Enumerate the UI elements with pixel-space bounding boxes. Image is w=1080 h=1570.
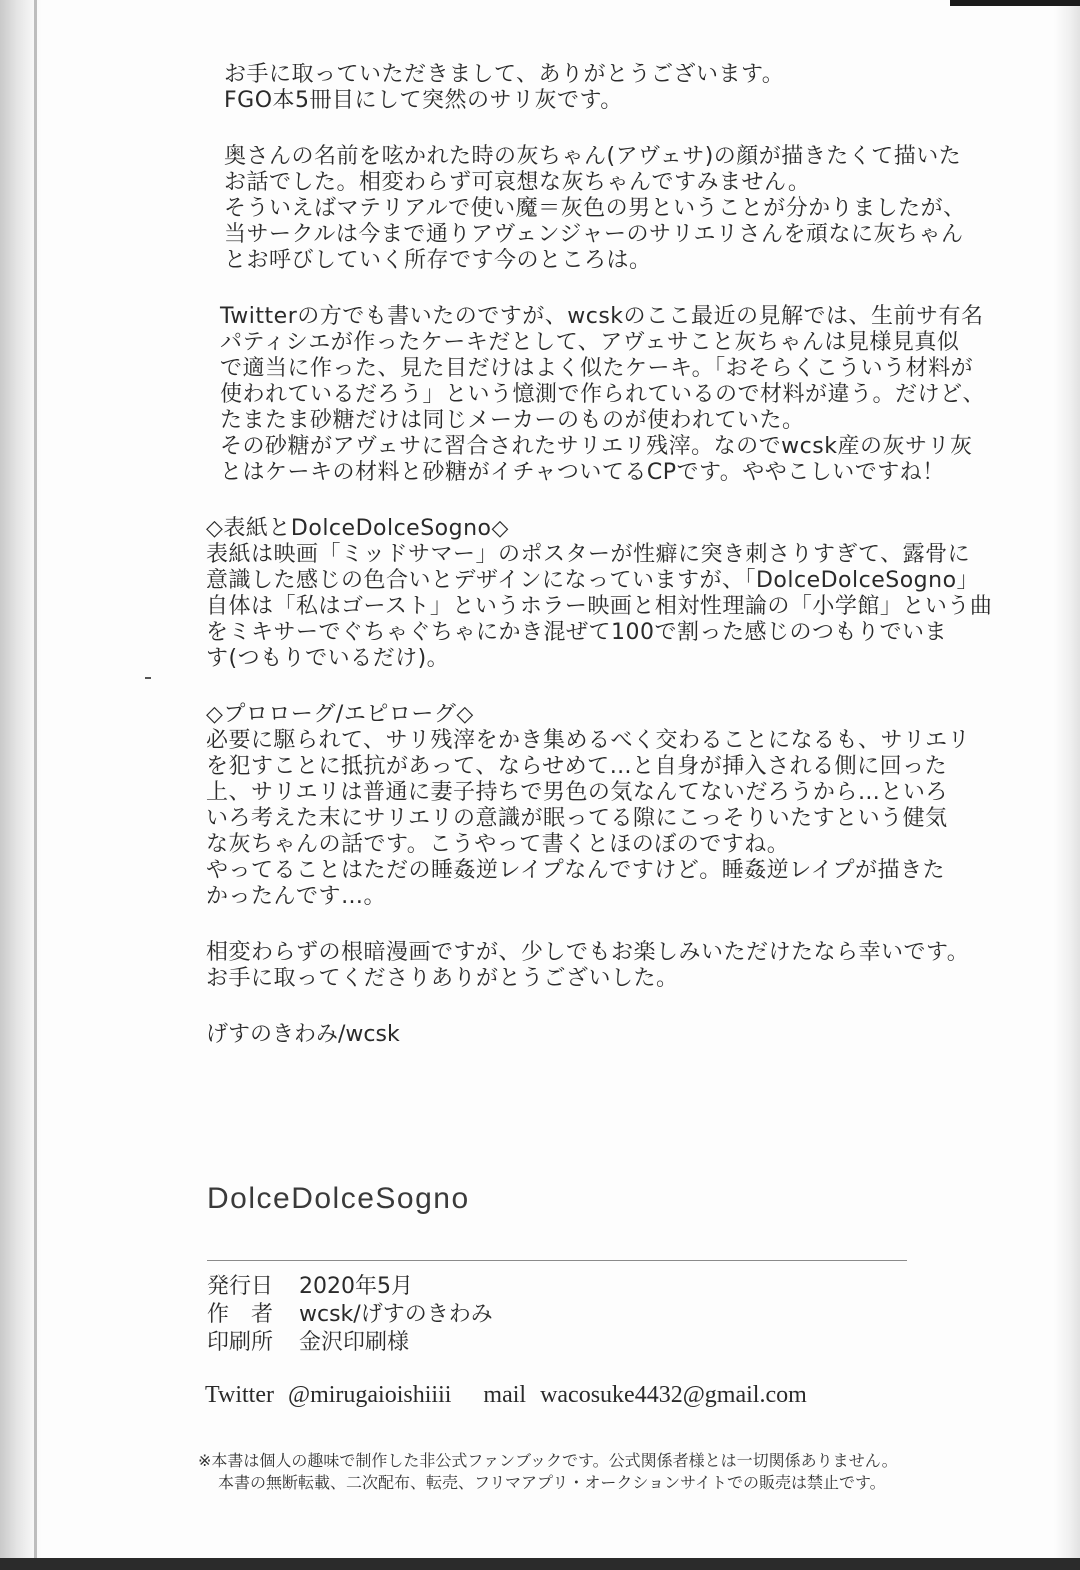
colophon-value: wcsk/げすのきわみ xyxy=(299,1302,493,1327)
page-edge xyxy=(1054,0,1080,1570)
text-line: たまたま砂糖だけは同じメーカーのものが使われていた。 xyxy=(220,408,805,433)
text-line: 当サークルは今まで通りアヴェンジャーのサリエリさんを頑なに灰ちゃん xyxy=(224,222,964,247)
colophon-row-printer xyxy=(207,1329,927,1357)
afterword-paragraph-1 xyxy=(206,62,1026,114)
afterword-paragraph-3 xyxy=(206,304,1026,486)
twitter-handle: @mirugaioishiiii xyxy=(287,1382,452,1408)
text-line: いろ考えた末にサリエリの意識が眠ってる隙にこっそりいたすという健気 xyxy=(206,806,948,831)
section-heading: ◇プロローグ/エピローグ◇ xyxy=(206,702,474,727)
text-line: 表紙は映画「ミッドサマー」のポスターが性癖に突き刺さりすぎて、露骨に xyxy=(206,542,971,567)
text-line: パティシエが作ったケーキだとして、アヴェサこと灰ちゃんは見様見真似 xyxy=(220,330,960,355)
colophon-label: 作 者 xyxy=(207,1302,274,1327)
colophon-label: 印刷所 xyxy=(207,1330,274,1355)
text-line: で適当に作った、見た目だけはよく似たケーキ。「おそらくこういう材料が xyxy=(220,356,974,381)
text-line: お話でした。相変わらず可哀想な灰ちゃんですみません。 xyxy=(224,170,811,195)
notice-line: 本書の無断転載、二次配布、転売、フリマアプリ・オークションサイトでの販売は禁止です。 xyxy=(218,1473,886,1492)
colophon-label: 発行日 xyxy=(207,1274,274,1299)
text-line: 自体は「私はゴースト」というホラー映画と相対性理論の「小学館」という曲 xyxy=(206,594,993,619)
text-line: 使われているだろう」という憶測で作られているので材料が違う。だけど、 xyxy=(220,382,986,407)
afterword-paragraph-5 xyxy=(206,702,1026,910)
text-line: 奥さんの名前を呟かれた時の灰ちゃん(アヴェサ)の顔が描きたくて描いた xyxy=(224,144,962,169)
colophon xyxy=(207,1182,927,1357)
section-heading: ◇表紙とDolceDolceSogno◇ xyxy=(206,516,509,541)
stray-mark xyxy=(145,677,151,679)
colophon-value: 2020年5月 xyxy=(299,1274,413,1299)
text-line: かったんです…。 xyxy=(206,884,387,909)
notice-line: ※本書は個人の趣味で制作した非公式ファンブックです。公式関係者様とは一切関係ありません。 xyxy=(198,1451,898,1470)
text-line: その砂糖がアヴェサに習合されたサリエリ残滓。なのでwcsk産の灰サリ灰 xyxy=(220,434,973,459)
text-line: 必要に駆られて、サリ残滓をかき集めるべく交わることになるも、サリエリ xyxy=(206,728,971,753)
mail-address: wacosuke4432@gmail.com xyxy=(540,1382,807,1408)
text-line: 意識した感じの色合いとデザインになっていますが、「DolceDolceSogno」 xyxy=(206,568,980,593)
text-line: やってることはただの睡姦逆レイプなんですけど。睡姦逆レイプが描きた xyxy=(206,858,945,883)
text-line: す(つもりでいるだけ)。 xyxy=(206,646,450,671)
mail-label: mail xyxy=(483,1382,527,1408)
twitter-label: Twitter xyxy=(205,1382,274,1408)
scan-corner-mark xyxy=(950,0,1080,6)
afterword xyxy=(206,62,1026,1048)
afterword-paragraph-2 xyxy=(206,144,1026,274)
scan-bottom-edge xyxy=(0,1558,1080,1570)
text-line: お手に取ってくださりありがとうございした。 xyxy=(206,966,679,991)
text-line: とお呼びしていく所存です今のところは。 xyxy=(224,248,652,273)
colophon-divider xyxy=(207,1260,907,1261)
spine-line xyxy=(34,0,37,1570)
text-line: そういえばマテリアルで使い魔＝灰色の男ということが分かりましたが、 xyxy=(224,196,966,221)
text-line: を犯すことに抵抗があって、ならせめて…と自身が挿入される側に回った xyxy=(206,754,948,779)
text-line: 上、サリエリは普通に妻子持ちで男色の気なんてないだろうから…といろ xyxy=(206,780,948,805)
colophon-row-author xyxy=(207,1301,927,1329)
afterword-paragraph-4 xyxy=(206,516,1026,672)
colophon-value: 金沢印刷様 xyxy=(299,1330,410,1355)
contact-info xyxy=(205,1382,807,1409)
text-line: な灰ちゃんの話です。こうやって書くとほのぼのですね。 xyxy=(206,832,790,857)
text-line: Twitterの方でも書いたのですが、wcskのここ最近の見解では、生前サ有名 xyxy=(220,304,984,329)
text-line: とはケーキの材料と砂糖がイチャついてるCPです。ややこしいですね！ xyxy=(220,460,945,485)
book-title: DolceDolceSogno xyxy=(207,1182,470,1215)
colophon-row-date xyxy=(207,1273,927,1301)
text-line: をミキサーでぐちゃぐちゃにかき混ぜて100で割った感じのつもりでいま xyxy=(206,620,947,645)
text-line: 相変わらずの根暗漫画ですが、少しでもお楽しみいただけたなら幸いです。 xyxy=(206,940,970,965)
afterword-paragraph-6 xyxy=(206,940,1026,992)
text-line: FGO本5冊目にして突然のサリ灰です。 xyxy=(224,88,623,113)
legal-notice xyxy=(198,1450,898,1494)
text-line: お手に取っていただきまして、ありがとうございます。 xyxy=(224,62,785,87)
author-signature: げすのきわみ/wcsk xyxy=(206,1022,400,1047)
